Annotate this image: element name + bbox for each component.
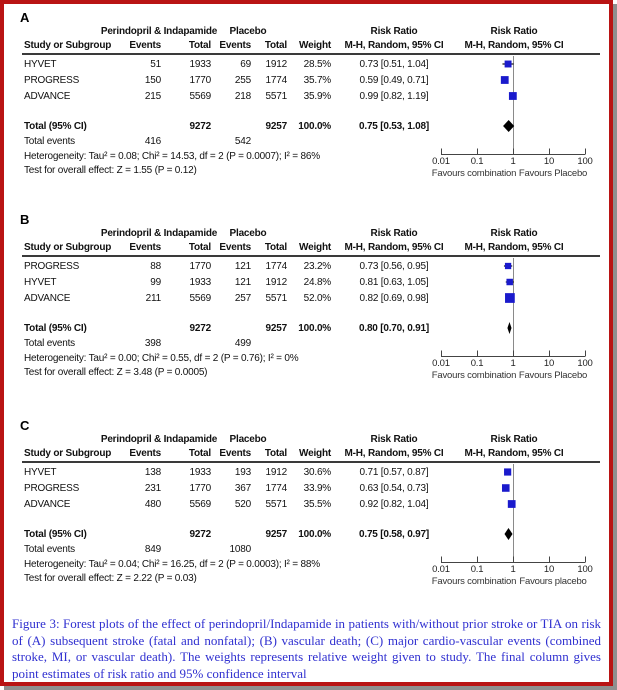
ctrl-events: 257: [234, 292, 251, 304]
axis-tick-label: 0.01: [432, 156, 450, 167]
study-column-header: Study or Subgroup: [24, 448, 112, 459]
group-header-row: [4, 432, 609, 446]
study-ci-label: 0.81 [0.63, 1.05]: [359, 276, 429, 288]
table-header: [4, 226, 609, 255]
treatment-group-header: Perindopril & Indapamide: [100, 433, 218, 445]
study-weight: 28.5%: [303, 58, 331, 70]
treatment-group-header: Perindopril & Indapamide: [100, 25, 218, 37]
treat-total-column-header: Total: [188, 448, 211, 459]
treat-events-column-header: Events: [129, 448, 161, 459]
heterogeneity-note: Heterogeneity: Tau² = 0.08; Chi² = 14.53, df = 2 (P = 0.0007); I² = 86%: [24, 150, 320, 162]
favours-right-label: Favours Placebo: [518, 370, 588, 381]
treat-total: 1770: [189, 482, 211, 494]
header-rule: [22, 255, 600, 257]
group-header-row: [4, 24, 609, 38]
ctrl-total: 5571: [265, 498, 287, 510]
study-weight: 35.9%: [303, 90, 331, 102]
study-weight: 23.2%: [303, 260, 331, 272]
ctrl-events-column-header: Events: [219, 448, 251, 459]
study-weight: 35.5%: [303, 498, 331, 510]
total-ctrl-total: 9257: [265, 120, 287, 132]
ctrl-total: 1774: [265, 260, 287, 272]
treat-total: 5569: [189, 498, 211, 510]
ci-text-column-header: M-H, Random, 95% CI: [344, 40, 444, 51]
treat-events-column-header: Events: [129, 40, 161, 51]
total-events-treat: 416: [144, 136, 161, 147]
column-header-row: [4, 38, 609, 53]
study-weight: 24.8%: [303, 276, 331, 288]
ctrl-total: 5571: [265, 90, 287, 102]
total-label: Total (95% CI): [24, 120, 87, 132]
study-marker: [502, 484, 510, 492]
study-name: HYVET: [24, 58, 57, 70]
treat-events: 480: [144, 498, 161, 510]
heterogeneity-note: Heterogeneity: Tau² = 0.00; Chi² = 0.55, df = 2 (P = 0.76); I² = 0%: [24, 352, 299, 364]
total-ctrl-total: 9257: [265, 528, 287, 540]
treat-total-column-header: Total: [188, 242, 211, 253]
total-label: Total (95% CI): [24, 528, 87, 540]
risk-ratio-plot-header: Risk Ratio: [490, 433, 538, 445]
ctrl-events: 121: [234, 260, 251, 272]
ci-plot-column-header: M-H, Random, 95% CI: [464, 242, 564, 253]
ctrl-events: 520: [234, 498, 251, 510]
treat-total: 1933: [189, 276, 211, 288]
ci-text-column-header: M-H, Random, 95% CI: [344, 242, 444, 253]
total-treat-total: 9272: [189, 528, 211, 540]
study-weight: 30.6%: [303, 466, 331, 478]
ctrl-events: 193: [234, 466, 251, 478]
treat-events-column-header: Events: [129, 242, 161, 253]
treatment-group-header: Perindopril & Indapamide: [100, 227, 218, 239]
study-marker: [504, 468, 511, 475]
axis-tick-label: 100: [577, 156, 593, 167]
ctrl-events: 367: [234, 482, 251, 494]
study-name: ADVANCE: [24, 498, 71, 510]
total-events-label: Total events: [24, 544, 75, 555]
total-diamond: [503, 120, 514, 132]
study-name: PROGRESS: [24, 260, 80, 272]
study-ci-label: 0.73 [0.51, 1.04]: [359, 58, 429, 70]
group-header-row: [4, 226, 609, 240]
study-column-header: Study or Subgroup: [24, 242, 112, 253]
axis-tick-label: 0.1: [470, 156, 484, 167]
axis-tick-label: 10: [543, 564, 555, 575]
treat-total: 1770: [189, 74, 211, 86]
ctrl-events-column-header: Events: [219, 242, 251, 253]
treat-events: 150: [144, 74, 161, 86]
axis-tick-label: 1: [510, 358, 516, 369]
axis-tick-label: 10: [543, 358, 555, 369]
ctrl-total-column-header: Total: [264, 242, 287, 253]
risk-ratio-plot-header: Risk Ratio: [490, 25, 538, 37]
forest-plot-area: [428, 258, 600, 398]
study-ci-label: 0.71 [0.57, 0.87]: [359, 466, 429, 478]
treat-events: 231: [144, 482, 161, 494]
forest-plot-area: [428, 56, 600, 196]
treat-events: 99: [150, 276, 161, 288]
study-marker: [508, 500, 516, 508]
study-weight: 52.0%: [303, 292, 331, 304]
study-marker: [505, 293, 515, 303]
study-name: PROGRESS: [24, 482, 80, 494]
treat-total: 1933: [189, 58, 211, 70]
weight-column-header: Weight: [299, 448, 331, 459]
panel-label: C: [20, 418, 30, 433]
axis-tick-label: 1: [510, 156, 516, 167]
study-marker: [509, 92, 517, 100]
total-treat-total: 9272: [189, 120, 211, 132]
treat-events: 138: [144, 466, 161, 478]
total-weight: 100.0%: [298, 120, 331, 132]
total-events-ctrl: 499: [234, 338, 251, 349]
treat-events: 211: [145, 292, 161, 304]
panel-label: B: [20, 212, 30, 227]
total-ci-label: 0.75 [0.53, 1.08]: [359, 120, 429, 132]
ctrl-total: 5571: [265, 292, 287, 304]
ctrl-total: 1912: [265, 466, 287, 478]
study-column-header: Study or Subgroup: [24, 40, 112, 51]
risk-ratio-plot-header: Risk Ratio: [490, 227, 538, 239]
total-ci-label: 0.80 [0.70, 0.91]: [359, 322, 429, 334]
forest-plot-svg: [428, 464, 600, 564]
study-ci-label: 0.73 [0.56, 0.95]: [359, 260, 429, 272]
forest-panel-C: [4, 416, 609, 612]
control-group-header: Placebo: [229, 25, 267, 37]
axis-tick-label: 0.1: [470, 358, 484, 369]
total-diamond: [507, 322, 511, 334]
forest-plot-svg: [428, 56, 600, 156]
panel-label: A: [20, 10, 30, 25]
treat-events: 51: [150, 58, 161, 70]
weight-column-header: Weight: [299, 242, 331, 253]
table-header: [4, 24, 609, 53]
ctrl-total: 1774: [265, 482, 287, 494]
ci-plot-column-header: M-H, Random, 95% CI: [464, 40, 564, 51]
total-weight: 100.0%: [298, 322, 331, 334]
risk-ratio-text-header: Risk Ratio: [370, 227, 418, 239]
ci-plot-column-header: M-H, Random, 95% CI: [464, 448, 564, 459]
study-ci-label: 0.59 [0.49, 0.71]: [359, 74, 429, 86]
favours-left-label: Favours combination: [431, 168, 517, 179]
overall-effect-note: Test for overall effect: Z = 1.55 (P = 0.12): [24, 165, 197, 176]
treat-events: 88: [150, 260, 161, 272]
favours-left-label: Favours combination: [431, 370, 517, 381]
axis-tick-label: 1: [510, 564, 516, 575]
study-name: HYVET: [24, 276, 57, 288]
total-ci-label: 0.75 [0.58, 0.97]: [359, 528, 429, 540]
treat-total-column-header: Total: [188, 40, 211, 51]
overall-effect-note: Test for overall effect: Z = 2.22 (P = 0.03): [24, 573, 197, 584]
ctrl-events: 255: [234, 74, 251, 86]
column-header-row: [4, 446, 609, 461]
risk-ratio-text-header: Risk Ratio: [370, 25, 418, 37]
total-label: Total (95% CI): [24, 322, 87, 334]
risk-ratio-text-header: Risk Ratio: [370, 433, 418, 445]
weight-column-header: Weight: [299, 40, 331, 51]
figure-caption: Figure 3: Forest plots of the effect of perindopril/Indapamide in patients with/without prior stroke or TIA on risk of (A) subsequent stroke (fatal and nonfatal); (B) vascular death; (C) major cardio-vascular events (combined stroke, MI, or vascular death). The weights represents relative weight given to study. The final column gives point estimates of risk ratio and 95% confidence interval: [12, 616, 601, 681]
table-header: [4, 432, 609, 461]
control-group-header: Placebo: [229, 227, 267, 239]
total-events-label: Total events: [24, 136, 75, 147]
forest-panel-A: [4, 8, 609, 204]
treat-events: 215: [144, 90, 161, 102]
favours-right-label: Favours Placebo: [518, 168, 588, 179]
study-ci-label: 0.99 [0.82, 1.19]: [359, 90, 429, 102]
axis-tick-label: 10: [543, 156, 555, 167]
total-events-ctrl: 1080: [229, 544, 251, 555]
favours-right-label: Favours placebo: [519, 576, 587, 587]
treat-total: 5569: [189, 90, 211, 102]
study-marker: [506, 279, 512, 285]
axis-tick-label: 0.1: [470, 564, 484, 575]
study-marker: [505, 61, 512, 68]
treat-total: 1933: [189, 466, 211, 478]
study-weight: 35.7%: [303, 74, 331, 86]
study-name: ADVANCE: [24, 90, 71, 102]
ctrl-events-column-header: Events: [219, 40, 251, 51]
total-events-treat: 398: [144, 338, 161, 349]
total-weight: 100.0%: [298, 528, 331, 540]
forest-plot-area: [428, 464, 600, 604]
forest-panel-B: [4, 210, 609, 406]
total-events-label: Total events: [24, 338, 75, 349]
study-marker: [505, 263, 511, 269]
ctrl-events: 218: [234, 90, 251, 102]
ctrl-total: 1912: [265, 276, 287, 288]
ctrl-total: 1912: [265, 58, 287, 70]
total-ctrl-total: 9257: [265, 322, 287, 334]
total-diamond: [504, 528, 512, 540]
total-treat-total: 9272: [189, 322, 211, 334]
study-marker: [501, 76, 509, 84]
study-name: ADVANCE: [24, 292, 71, 304]
treat-total: 1770: [189, 260, 211, 272]
forest-plots-container: [4, 8, 609, 612]
heterogeneity-note: Heterogeneity: Tau² = 0.04; Chi² = 16.25, df = 2 (P = 0.0003); I² = 88%: [24, 558, 320, 570]
axis-tick-label: 100: [577, 358, 593, 369]
control-group-header: Placebo: [229, 433, 267, 445]
treat-total: 5569: [189, 292, 211, 304]
study-ci-label: 0.63 [0.54, 0.73]: [359, 482, 429, 494]
column-header-row: [4, 240, 609, 255]
ctrl-events: 121: [234, 276, 251, 288]
total-events-ctrl: 542: [234, 136, 251, 147]
ci-text-column-header: M-H, Random, 95% CI: [344, 448, 444, 459]
study-name: HYVET: [24, 466, 57, 478]
axis-tick-label: 0.01: [432, 358, 450, 369]
header-rule: [22, 461, 600, 463]
favours-left-label: Favours combination: [431, 576, 517, 587]
overall-effect-note: Test for overall effect: Z = 3.48 (P = 0.0005): [24, 367, 208, 378]
total-events-treat: 849: [144, 544, 161, 555]
axis-tick-label: 0.01: [432, 564, 450, 575]
study-ci-label: 0.92 [0.82, 1.04]: [359, 498, 429, 510]
ctrl-total-column-header: Total: [264, 40, 287, 51]
ctrl-total-column-header: Total: [264, 448, 287, 459]
ctrl-total: 1774: [265, 74, 287, 86]
axis-tick-label: 100: [577, 564, 593, 575]
header-rule: [22, 53, 600, 55]
study-ci-label: 0.82 [0.69, 0.98]: [359, 292, 429, 304]
ctrl-events: 69: [240, 58, 251, 70]
forest-plot-svg: [428, 258, 600, 358]
study-weight: 33.9%: [303, 482, 331, 494]
study-name: PROGRESS: [24, 74, 80, 86]
